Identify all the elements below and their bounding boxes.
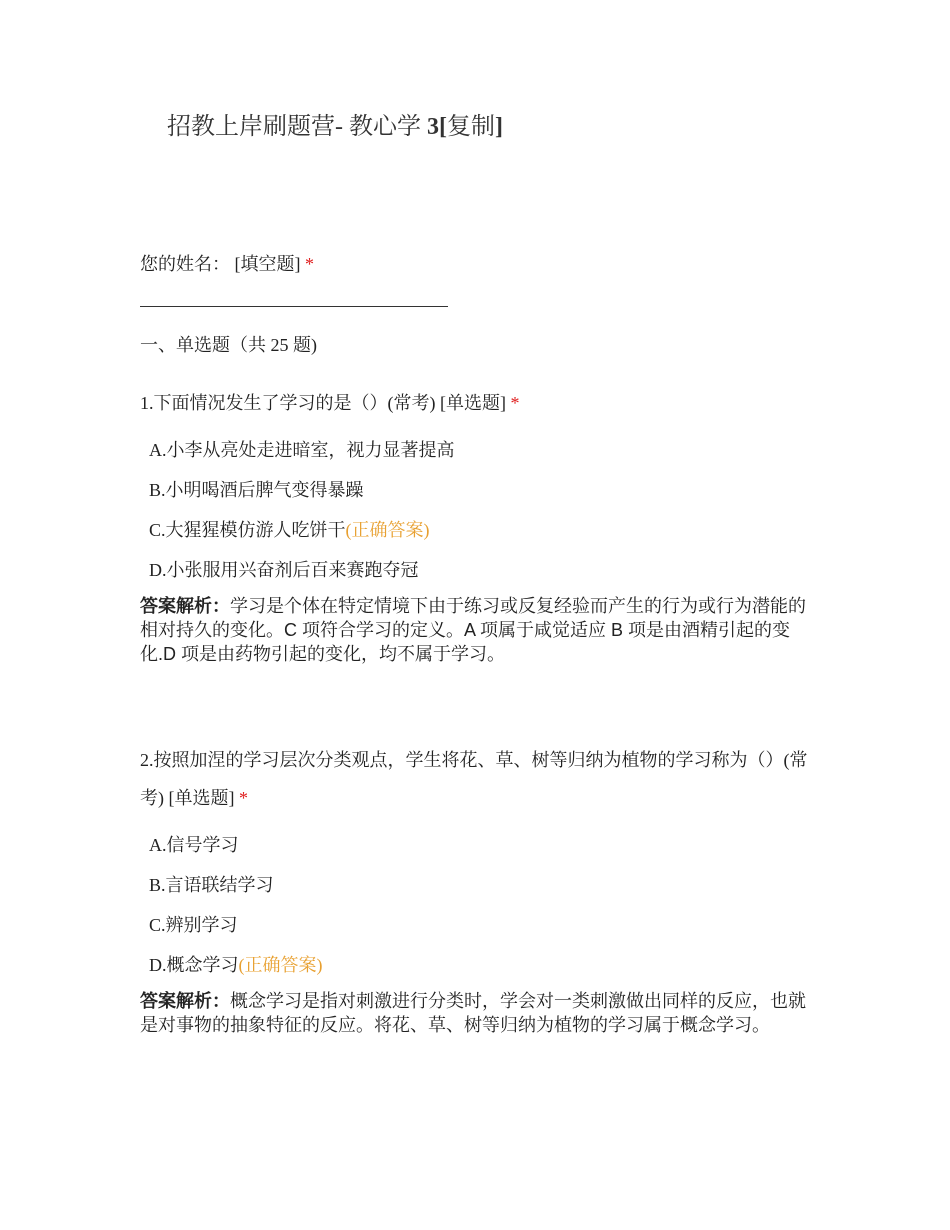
question-stem (140, 741, 820, 817)
section-title: 一、单选题（共 25 题) (140, 335, 317, 355)
name-label-text: 您的姓名： (140, 254, 230, 274)
option-list (140, 430, 820, 590)
survey-title-number: 3[ (427, 114, 447, 140)
option-a[interactable] (140, 430, 820, 470)
name-input-line[interactable] (140, 306, 448, 307)
analysis-text: 学习是个体在特定情境下由于练习或反复经验而产生的行为或行为潜能的相对持久的变化。C 项符合学习的定义。A 项属于咸觉适应 B 项是由酒精引起的变化.D 项是由药物引起的变化，均不属于学习。 (140, 596, 806, 664)
analysis-label: 答案解析： (140, 991, 230, 1011)
option-text: D.概念学习 (149, 955, 239, 975)
question-stem-text: 2.按照加涅的学习层次分类观点，学生将花、草、树等归纳为植物的学习称为（）(常考) [单选题] (140, 750, 808, 808)
survey-title-copy-tag: 复制 (447, 114, 495, 140)
required-mark: * (238, 788, 248, 808)
question-2 (140, 741, 820, 1037)
option-a[interactable] (140, 825, 820, 865)
survey-title-text: 招教上岸刷题营- 教心学 (167, 114, 427, 140)
option-d[interactable] (140, 945, 820, 985)
option-text: C.辨别学习 (149, 915, 238, 935)
survey-title-bracket: ] (495, 114, 503, 140)
correct-answer-tag: (正确答案) (238, 955, 323, 975)
question-stem (140, 384, 820, 422)
option-text: A.信号学习 (149, 835, 239, 855)
option-d[interactable] (140, 550, 820, 590)
option-b[interactable] (140, 865, 820, 905)
option-c[interactable] (140, 905, 820, 945)
option-b[interactable] (140, 470, 820, 510)
answer-analysis (140, 989, 820, 1037)
survey-title (0, 112, 810, 142)
option-list (140, 825, 820, 985)
option-text: C.大猩猩模仿游人吃饼干 (149, 520, 346, 540)
option-text: B.小明喝酒后脾气变得暴躁 (149, 480, 364, 500)
analysis-label: 答案解析： (140, 596, 230, 616)
question-stem-text: 1.下面情况发生了学习的是（）(常考) [单选题] (140, 393, 506, 413)
option-text: B.言语联结学习 (149, 875, 274, 895)
option-c[interactable] (140, 510, 820, 550)
answer-analysis (140, 594, 820, 666)
option-text: A.小李从亮处走进暗室，视力显著提高 (149, 440, 455, 460)
correct-answer-tag: (正确答案) (345, 520, 430, 540)
analysis-text: 概念学习是指对刺激进行分类时，学会对一类刺激做出同样的反应，也就是对事物的抽象特征的反应。将花、草、树等归纳为植物的学习属于概念学习。 (140, 991, 806, 1035)
name-field-label (140, 252, 314, 276)
name-type-tag: [填空题] (234, 254, 301, 274)
required-mark: * (305, 254, 314, 274)
option-text: D.小张服用兴奋剂后百来赛跑夺冠 (149, 560, 419, 580)
required-mark: * (510, 393, 520, 413)
question-1 (140, 384, 820, 666)
